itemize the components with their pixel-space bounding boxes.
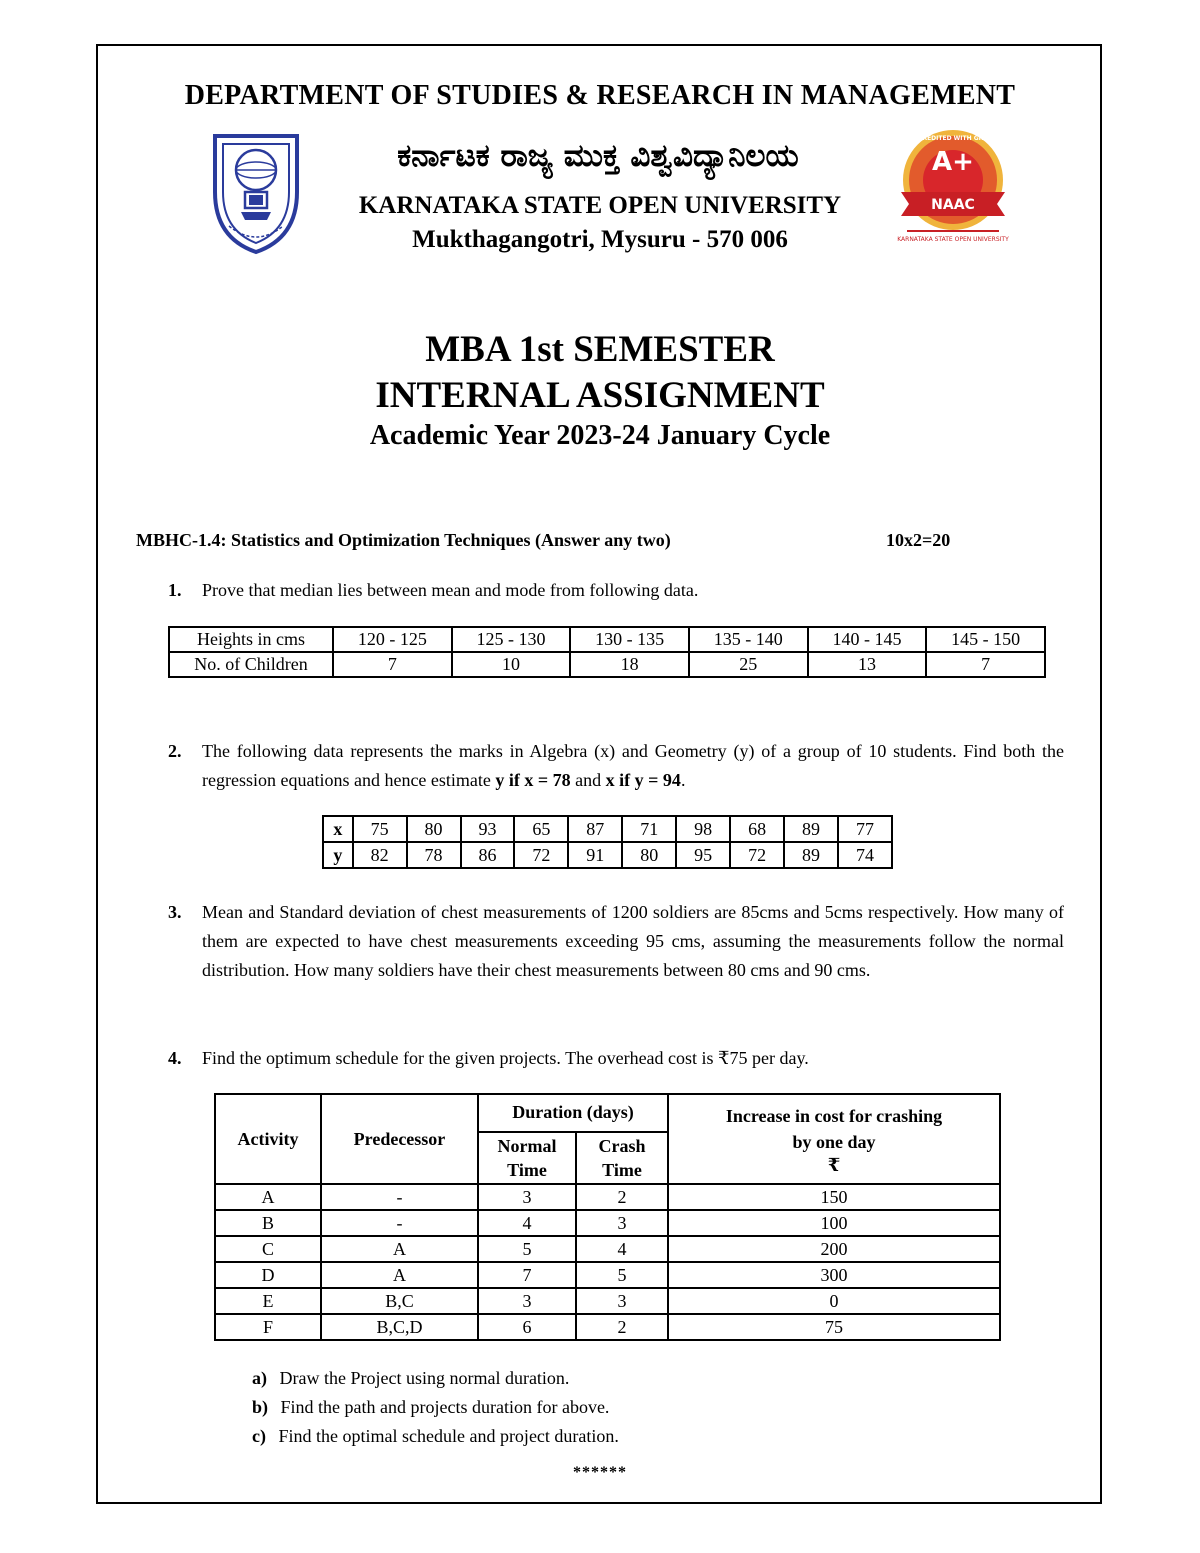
table-row: [215, 1184, 1000, 1210]
table-cell: -: [321, 1184, 478, 1210]
table-row: [215, 1210, 1000, 1236]
subpart-label: c): [252, 1426, 266, 1446]
title-assignment: INTERNAL ASSIGNMENT: [375, 375, 825, 416]
table-cell: B,C: [321, 1288, 478, 1314]
table-cell: 74: [838, 842, 892, 868]
table-row: [215, 1236, 1000, 1262]
table-cell: 13: [808, 652, 927, 677]
table-cell: 130 - 135: [570, 627, 689, 652]
table-cell: 65: [514, 816, 568, 842]
naac-grade: A+: [932, 147, 974, 177]
table-row: [169, 627, 1045, 652]
q2-text: [202, 737, 1064, 795]
table-row: [169, 652, 1045, 677]
q2-text-part: and: [570, 770, 606, 790]
subpart-label: b): [252, 1397, 269, 1417]
table-cell: 3: [576, 1210, 668, 1236]
header-activity: Activity: [215, 1094, 321, 1184]
table-row: [323, 842, 892, 868]
q4-subpart-a: [252, 1368, 569, 1389]
table-cell: 3: [478, 1184, 576, 1210]
header-increase-cost: [668, 1094, 1000, 1184]
table-cell: 6: [478, 1314, 576, 1340]
table-cell: 77: [838, 816, 892, 842]
table-cell: -: [321, 1210, 478, 1236]
subpart-text: Find the optimal schedule and project duration.: [278, 1426, 619, 1446]
table-cell: 4: [478, 1210, 576, 1236]
header-crash-time: Crash Time: [576, 1132, 668, 1184]
table-cell: 7: [926, 652, 1045, 677]
naac-label: NAAC: [931, 197, 975, 213]
table-cell: 145 - 150: [926, 627, 1045, 652]
table-cell: 78: [407, 842, 461, 868]
q2-estimate-x: x if y = 94: [605, 770, 681, 790]
table-row: [215, 1314, 1000, 1340]
department-heading: DEPARTMENT OF STUDIES & RESEARCH IN MANAGEMENT: [184, 80, 1016, 111]
table-cell: 89: [784, 816, 838, 842]
university-name-kannada: ಕರ್ನಾಟಕ ರಾಜ್ಯ ಮುಕ್ತ ವಿಶ್ವವಿದ್ಯಾನಿಲಯ: [397, 138, 799, 174]
q4-table: [214, 1093, 1001, 1341]
course-title: MBHC-1.4: Statistics and Optimization Techniques (Answer any two): [136, 530, 671, 550]
table-row: [215, 1262, 1000, 1288]
table-cell: 5: [576, 1262, 668, 1288]
table-cell: 95: [676, 842, 730, 868]
q2-text-part: .: [680, 770, 686, 790]
header-normal-time: Normal Time: [478, 1132, 576, 1184]
end-stars: ******: [573, 1464, 627, 1481]
table-cell: 87: [568, 816, 622, 842]
q1-number: 1.: [168, 580, 182, 600]
q4-text: Find the optimum schedule for the given projects. The overhead cost is ₹75 per day.: [202, 1048, 809, 1068]
subpart-text: Find the path and projects duration for above.: [280, 1397, 610, 1417]
table-cell: A: [321, 1262, 478, 1288]
table-cell: 120 - 125: [333, 627, 452, 652]
table-cell: A: [321, 1236, 478, 1262]
table-cell: 100: [668, 1210, 1000, 1236]
table-cell: 10: [452, 652, 571, 677]
table-cell: 300: [668, 1262, 1000, 1288]
table-cell: 18: [570, 652, 689, 677]
table-cell: 2: [576, 1314, 668, 1340]
q2-table: [322, 815, 893, 869]
university-name: KARNATAKA STATE OPEN UNIVERSITY: [358, 192, 842, 219]
table-cell: D: [215, 1262, 321, 1288]
table-cell: 140 - 145: [808, 627, 927, 652]
rupee-symbol: ₹: [827, 1155, 841, 1176]
table-cell: 3: [478, 1288, 576, 1314]
header-duration: Duration (days): [478, 1094, 668, 1132]
table-cell: 5: [478, 1236, 576, 1262]
table-cell: 91: [568, 842, 622, 868]
table-row: [215, 1094, 1000, 1132]
table-cell: 4: [576, 1236, 668, 1262]
table-cell: 7: [478, 1262, 576, 1288]
table-cell: 7: [333, 652, 452, 677]
table-cell: B,C,D: [321, 1314, 478, 1340]
naac-ribbon-text: ACCREDITED WITH GRADE: [909, 135, 997, 142]
table-cell: 3: [576, 1288, 668, 1314]
header-predecessor: Predecessor: [321, 1094, 478, 1184]
table-cell: 2: [576, 1184, 668, 1210]
table-cell: 86: [461, 842, 515, 868]
table-cell: 72: [730, 842, 784, 868]
q3-number: 3.: [168, 902, 182, 922]
course-marks: 10x2=20: [886, 530, 951, 550]
table-cell: 89: [784, 842, 838, 868]
table-row: [323, 816, 892, 842]
table-cell: B: [215, 1210, 321, 1236]
table-cell: 200: [668, 1236, 1000, 1262]
table-cell: 150: [668, 1184, 1000, 1210]
table-cell: 82: [353, 842, 407, 868]
q2-estimate-y: y if x = 78: [495, 770, 571, 790]
title-semester: MBA 1st SEMESTER: [425, 329, 775, 370]
naac-footer-text: KARNATAKA STATE OPEN UNIVERSITY: [897, 236, 1009, 243]
table-cell: x: [323, 816, 353, 842]
subpart-text: Draw the Project using normal duration.: [279, 1368, 570, 1388]
table-cell: 75: [668, 1314, 1000, 1340]
table-cell: Heights in cms: [169, 627, 333, 652]
table-cell: 72: [514, 842, 568, 868]
table-cell: C: [215, 1236, 321, 1262]
table-cell: y: [323, 842, 353, 868]
table-cell: 0: [668, 1288, 1000, 1314]
table-cell: 68: [730, 816, 784, 842]
table-cell: A: [215, 1184, 321, 1210]
table-cell: 125 - 130: [452, 627, 571, 652]
table-row: [215, 1288, 1000, 1314]
q1-table: [168, 626, 1046, 678]
table-cell: 80: [407, 816, 461, 842]
table-cell: F: [215, 1314, 321, 1340]
header-increase-cost-label: Increase in cost for crashing by one day: [725, 1106, 943, 1152]
title-academic-year: Academic Year 2023-24 January Cycle: [369, 420, 831, 451]
q2-number: 2.: [168, 741, 182, 761]
table-cell: 71: [622, 816, 676, 842]
university-emblem: [205, 130, 307, 256]
table-cell: No. of Children: [169, 652, 333, 677]
naac-badge: [893, 122, 1013, 250]
table-cell: E: [215, 1288, 321, 1314]
q2-text-part: The following data represents the marks in Algebra (x) and Geometry (y) of a group of 10 students. Find both the regression equations and hence estimate: [202, 741, 1064, 790]
q3-text: Mean and Standard deviation of chest measurements of 1200 soldiers are 85cms and 5cms respectively. How many of them are expected to have chest measurements exceeding 95 cms, assuming the measurements follow the normal distribution. How many soldiers have their chest measurements between 80 cms and 90 cms.: [202, 902, 1064, 980]
table-cell: 75: [353, 816, 407, 842]
table-cell: 98: [676, 816, 730, 842]
q4-subpart-c: [252, 1426, 619, 1447]
q4-number: 4.: [168, 1048, 182, 1068]
university-address: Mukthagangotri, Mysuru - 570 006: [412, 226, 788, 253]
subpart-label: a): [252, 1368, 267, 1388]
table-cell: 93: [461, 816, 515, 842]
table-cell: 80: [622, 842, 676, 868]
table-cell: 135 - 140: [689, 627, 808, 652]
q4-subpart-b: [252, 1397, 609, 1418]
q1-text: Prove that median lies between mean and mode from following data.: [202, 580, 699, 600]
table-cell: 25: [689, 652, 808, 677]
